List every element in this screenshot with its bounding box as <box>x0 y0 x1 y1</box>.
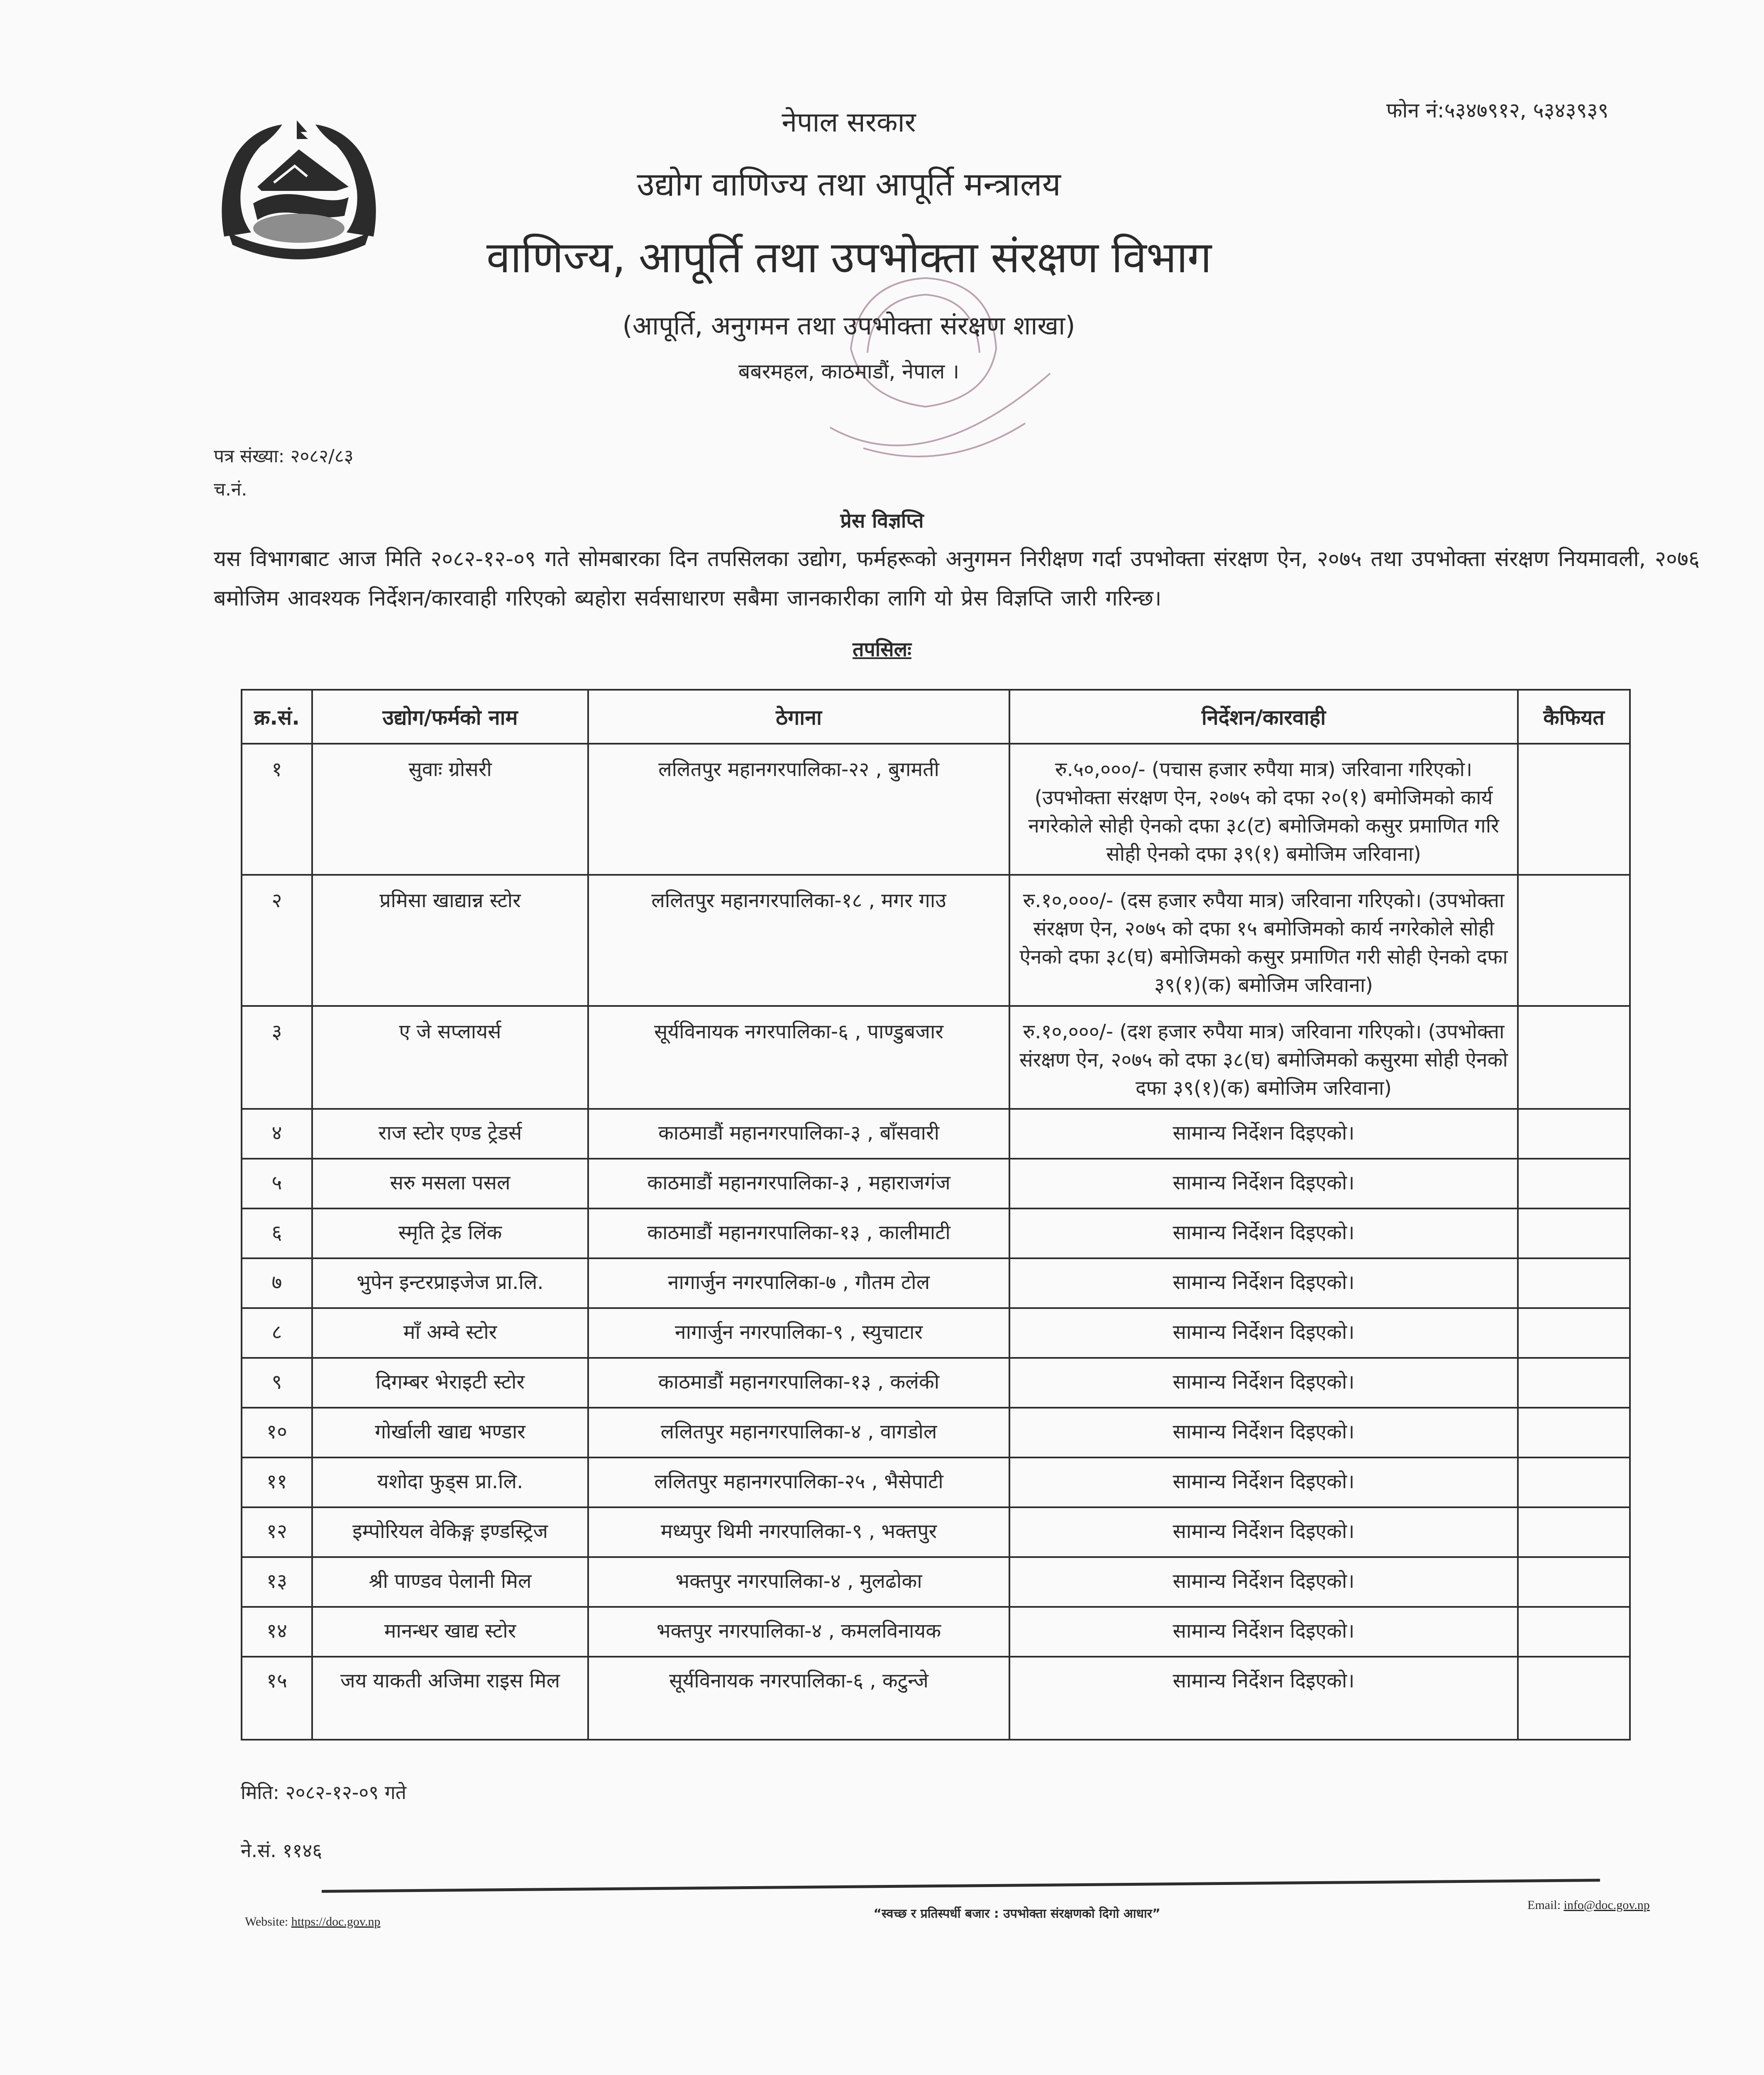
address-cell: भक्तपुर नगरपालिका-४ , मुलढोका <box>588 1557 1009 1607</box>
remarks-cell <box>1518 1006 1630 1109</box>
address-cell: मध्यपुर थिमी नगरपालिका-९ , भक्तपुर <box>588 1507 1009 1557</box>
issue-date: मिति: २०८२-१२-०९ गते <box>241 1781 406 1804</box>
closing-block <box>0 1778 1764 1865</box>
letterhead <box>0 83 1764 440</box>
table-row <box>242 1308 1630 1358</box>
firm-name-cell: इम्पोरियल वेकिङ्ग इण्डस्ट्रिज <box>312 1507 588 1557</box>
firm-name-cell: सरु मसला पसल <box>312 1159 588 1208</box>
action-cell: सामान्य निर्देशन दिइएको। <box>1009 1657 1518 1740</box>
table-row <box>242 1457 1630 1507</box>
action-cell: सामान्य निर्देशन दिइएको। <box>1009 1109 1518 1159</box>
serial-cell: २ <box>242 875 312 1006</box>
schedule-label: तपसिलः <box>853 638 911 661</box>
address-cell: नागार्जुन नगरपालिका-९ , स्युचाटार <box>588 1308 1009 1358</box>
action-cell: रु.१०,०००/- (दश हजार रुपैया मात्र) जरिवाना गरिएको। (उपभोक्ता संरक्षण ऐन, २०७५ को दफा ३८(घ) बमोजिमको कसुरमा सोही ऐनको दफा ३९(१)(क) बमोजिम जरिवाना) <box>1009 1006 1518 1109</box>
remarks-cell <box>1518 1109 1630 1159</box>
ministry-name: उद्योग वाणिज्य तथा आपूर्ति मन्त्रालय <box>637 166 1061 203</box>
table-row <box>242 1557 1630 1607</box>
letter-number: पत्र संख्या: २०८२/८३ <box>214 446 354 467</box>
address-cell: ललितपुर महानगरपालिका-२२ , बुगमती <box>588 744 1009 875</box>
table-row <box>242 744 1630 875</box>
action-cell: सामान्य निर्देशन दिइएको। <box>1009 1358 1518 1408</box>
serial-cell: ८ <box>242 1308 312 1358</box>
nepal-emblem-icon <box>212 108 386 266</box>
action-cell: रु.१०,०००/- (दस हजार रुपैया मात्र) जरिवाना गरिएको। (उपभोक्ता संरक्षण ऐन, २०७५ को दफा १५ बमोजिमको कार्य नगरेकोले सोही ऐनको दफा ३८(घ) बमोजिमको कसुर प्रमाणित गरी सोही ऐनको दफा ३९(१)(क) बमोजिम जरिवाना) <box>1009 875 1518 1006</box>
table-row <box>242 875 1630 1006</box>
action-cell: सामान्य निर्देशन दिइएको। <box>1009 1308 1518 1358</box>
remarks-cell <box>1518 1308 1630 1358</box>
remarks-cell <box>1518 1258 1630 1308</box>
table-row <box>242 1358 1630 1408</box>
nepal-sambat-year: ने.सं. ११४६ <box>241 1839 323 1862</box>
table-row <box>242 1258 1630 1308</box>
firm-name-cell: स्मृति ट्रेड लिंक <box>312 1208 588 1258</box>
action-cell: सामान्य निर्देशन दिइएको। <box>1009 1159 1518 1208</box>
address-cell: काठमाडौं महानगरपालिका-१३ , कालीमाटी <box>588 1208 1009 1258</box>
branch-name: (आपूर्ति, अनुगमन तथा उपभोक्ता संरक्षण शाखा) <box>622 310 1075 341</box>
table-wrapper <box>241 689 1764 1741</box>
firm-name-cell: राज स्टोर एण्ड ट्रेडर्स <box>312 1109 588 1159</box>
address-cell: ललितपुर महानगरपालिका-४ , वागडोल <box>588 1408 1009 1457</box>
footer-divider <box>322 1879 1600 1893</box>
remarks-cell <box>1518 1358 1630 1408</box>
remarks-cell <box>1518 1557 1630 1607</box>
serial-cell: ११ <box>242 1457 312 1507</box>
address-cell: ललितपुर महानगरपालिका-२५ , भैसेपाटी <box>588 1457 1009 1507</box>
firm-name-cell: यशोदा फुड्स प्रा.लि. <box>312 1457 588 1507</box>
firm-name-cell: ए जे सप्लायर्स <box>312 1006 588 1109</box>
firm-name-cell: माँ अम्वे स्टोर <box>312 1308 588 1358</box>
action-cell: सामान्य निर्देशन दिइएको। <box>1009 1557 1518 1607</box>
dispatch-number: च.नं. <box>214 479 247 500</box>
address-cell: नागार्जुन नगरपालिका-७ , गौतम टोल <box>588 1258 1009 1308</box>
firm-name-cell: भुपेन इन्टरप्राइजेज प्रा.लि. <box>312 1258 588 1308</box>
office-address: बबरमहल, काठमाडौं, नेपाल । <box>738 359 960 383</box>
action-cell: सामान्य निर्देशन दिइएको। <box>1009 1507 1518 1557</box>
action-cell: सामान्य निर्देशन दिइएको। <box>1009 1408 1518 1457</box>
firm-name-cell: मानन्धर खाद्य स्टोर <box>312 1607 588 1657</box>
serial-cell: ७ <box>242 1258 312 1308</box>
serial-cell: १३ <box>242 1557 312 1607</box>
serial-cell: १४ <box>242 1607 312 1657</box>
action-cell: सामान्य निर्देशन दिइएको। <box>1009 1258 1518 1308</box>
footer-email <box>1527 1898 1650 1912</box>
email-link[interactable]: info@doc.gov.np <box>1564 1898 1650 1912</box>
firm-name-cell: श्री पाण्डव पेलानी मिल <box>312 1557 588 1607</box>
remarks-cell <box>1518 1507 1630 1557</box>
action-cell: सामान्य निर्देशन दिइएको। <box>1009 1607 1518 1657</box>
header-firm-name: उद्योग/फर्मको नाम <box>312 690 588 744</box>
firm-name-cell: प्रमिसा खाद्यान्न स्टोर <box>312 875 588 1006</box>
table-row <box>242 1006 1630 1109</box>
remarks-cell <box>1518 875 1630 1006</box>
website-label: Website: <box>245 1915 288 1929</box>
serial-cell: ४ <box>242 1109 312 1159</box>
serial-cell: १५ <box>242 1657 312 1740</box>
footer-website <box>245 1915 380 1929</box>
table-row <box>242 1657 1630 1740</box>
page-footer <box>0 1890 1764 1944</box>
website-link[interactable]: https://doc.gov.np <box>291 1915 381 1929</box>
action-cell: सामान्य निर्देशन दिइएको। <box>1009 1208 1518 1258</box>
table-row <box>242 1109 1630 1159</box>
firm-name-cell: जय याकती अजिमा राइस मिल <box>312 1657 588 1740</box>
serial-cell: ५ <box>242 1159 312 1208</box>
remarks-cell <box>1518 744 1630 875</box>
address-cell: सूर्यविनायक नगरपालिका-६ , पाण्डुबजार <box>588 1006 1009 1109</box>
serial-cell: ३ <box>242 1006 312 1109</box>
header-remarks: कैफियत <box>1518 690 1630 744</box>
remarks-cell <box>1518 1607 1630 1657</box>
header-action: निर्देशन/कारवाही <box>1009 690 1518 744</box>
press-release-title: प्रेस विज्ञप्ति <box>840 509 924 532</box>
table-row <box>242 1159 1630 1208</box>
firm-name-cell: गोर्खाली खाद्य भण्डार <box>312 1408 588 1457</box>
table-row <box>242 1507 1630 1557</box>
firm-name-cell: दिगम्बर भेराइटी स्टोर <box>312 1358 588 1408</box>
address-cell: सूर्यविनायक नगरपालिका-६ , कटुन्जे <box>588 1657 1009 1740</box>
press-release-body: यस विभागबाट आज मिति २०८२-१२-०९ गते सोमबारका दिन तपसिलका उद्योग, फर्महरूको अनुगमन निरीक्षण गर्दा उपभोक्ता संरक्षण ऐन, २०७५ तथा उपभोक्ता संरक्षण नियमावली, २०७६ बमोजिम आवश्यक निर्देशन/कारवाही गरिएको ब्यहोरा सर्वसाधारण सबैमा जानकारीका लागि यो प्रेस विज्ञप्ति जारी गरिन्छ। <box>214 547 1700 611</box>
header-address: ठेगाना <box>588 690 1009 744</box>
remarks-cell <box>1518 1457 1630 1507</box>
table-row <box>242 1208 1630 1258</box>
address-cell: काठमाडौं महानगरपालिका-१३ , कलंकी <box>588 1358 1009 1408</box>
table-row <box>242 1607 1630 1657</box>
firm-name-cell: सुवाः ग्रोसरी <box>312 744 588 875</box>
address-cell: ललितपुर महानगरपालिका-१८ , मगर गाउ <box>588 875 1009 1006</box>
serial-cell: १० <box>242 1408 312 1457</box>
government-name: नेपाल सरकार <box>782 106 916 138</box>
phone-number: फोन नं:५३४७९१२, ५३४३९३९ <box>1386 98 1609 122</box>
address-cell: भक्तपुर नगरपालिका-४ , कमलविनायक <box>588 1607 1009 1657</box>
table-header-row <box>242 690 1630 744</box>
serial-cell: १ <box>242 744 312 875</box>
serial-cell: १२ <box>242 1507 312 1557</box>
footer-slogan: “स्वच्छ र प्रतिस्पर्धी बजार : उपभोक्ता संरक्षणको दिगो आधार” <box>873 1907 1161 1921</box>
remarks-cell <box>1518 1159 1630 1208</box>
header-serial: क्र.सं. <box>242 690 312 744</box>
inspection-table <box>241 689 1631 1741</box>
email-label: Email: <box>1527 1898 1561 1912</box>
serial-cell: ९ <box>242 1358 312 1408</box>
remarks-cell <box>1518 1208 1630 1258</box>
department-name: वाणिज्य, आपूर्ति तथा उपभोक्ता संरक्षण विभाग <box>486 232 1212 283</box>
serial-cell: ६ <box>242 1208 312 1258</box>
table-body <box>242 744 1630 1740</box>
action-cell: सामान्य निर्देशन दिइएको। <box>1009 1457 1518 1507</box>
address-cell: काठमाडौं महानगरपालिका-३ , महाराजगंज <box>588 1159 1009 1208</box>
remarks-cell <box>1518 1408 1630 1457</box>
remarks-cell <box>1518 1657 1630 1740</box>
action-cell: रु.५०,०००/- (पचास हजार रुपैया मात्र) जरिवाना गरिएको। (उपभोक्ता संरक्षण ऐन, २०७५ को दफा २०(१) बमोजिमको कार्य नगरेकोले सोही ऐनको दफा ३८(ट) बमोजिमको कसुर प्रमाणित गरि सोही ऐनको दफा ३९(१) बमोजिम जरिवाना) <box>1009 744 1518 875</box>
address-cell: काठमाडौं महानगरपालिका-३ , बाँसवारी <box>588 1109 1009 1159</box>
table-row <box>242 1408 1630 1457</box>
